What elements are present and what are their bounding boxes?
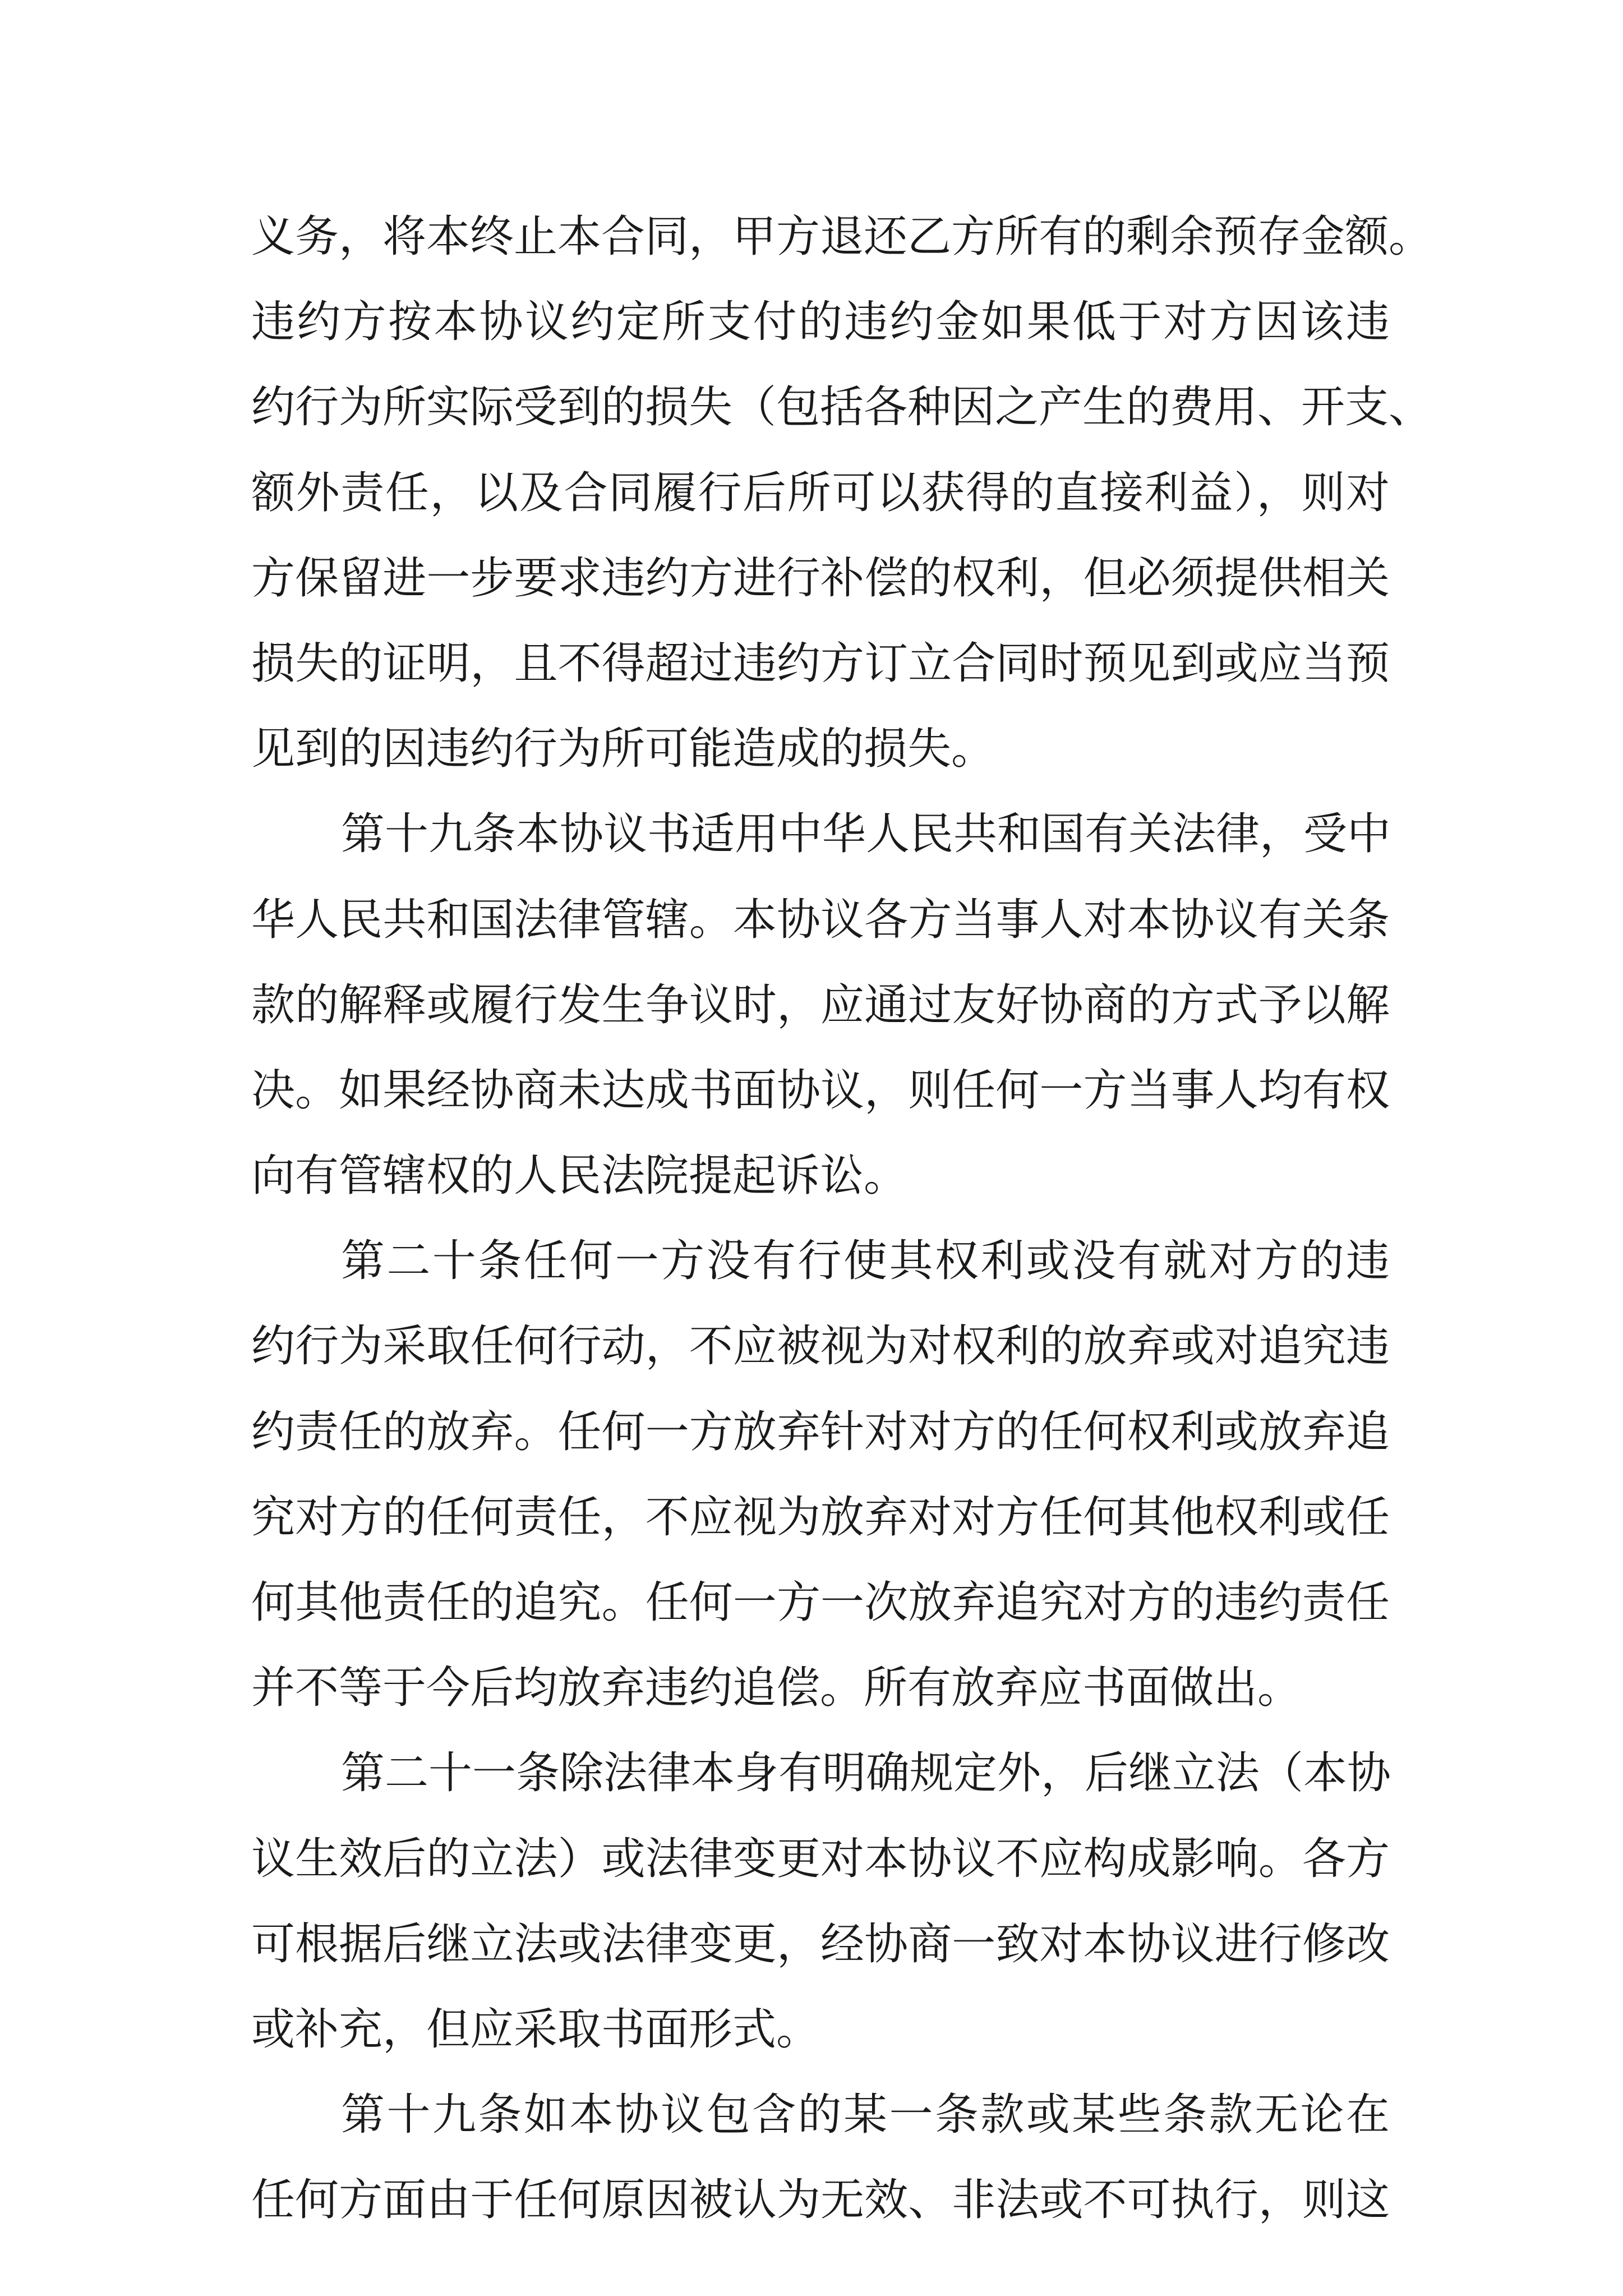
text-line: 损失的证明，且不得超过违约方订立合同时预见到或应当预	[251, 638, 1390, 689]
text-line: 见到的因违约行为所可能造成的损失。	[251, 724, 995, 775]
text-line: 决。如果经协商未达成书面协议，则任何一方当事人均有权	[251, 1065, 1390, 1116]
text-line: 华人民共和国法律管辖。本协议各方当事人对本协议有关条	[251, 894, 1390, 945]
text-line: 第二十一条除法律本身有明确规定外，后继立法（本协	[341, 1748, 1391, 1799]
text-line: 何其他责任的追究。任何一方一次放弃追究对方的违约责任	[251, 1577, 1390, 1628]
text-line: 款的解释或履行发生争议时，应通过友好协商的方式予以解	[251, 979, 1390, 1030]
text-line: 可根据后继立法或法律变更，经协商一致对本协议进行修改	[251, 1918, 1390, 1970]
text-line: 第二十条任何一方没有行使其权利或没有就对方的违	[341, 1236, 1390, 1287]
text-line: 额外责任，以及合同履行后所可以获得的直接利益），则对	[251, 467, 1390, 518]
text-line: 并不等于今后均放弃违约追偿。所有放弃应书面做出。	[251, 1663, 1302, 1714]
text-line: 议生效后的立法）或法律变更对本协议不应构成影响。各方	[251, 1833, 1390, 1884]
text-line: 方保留进一步要求违约方进行补偿的权利，但必须提供相关	[251, 553, 1390, 604]
text-line: 第十九条本协议书适用中华人民共和国有关法律，受中	[341, 809, 1391, 860]
text-line: 义务，将本终止本合同，甲方退还乙方所有的剩余预存金额。	[251, 211, 1433, 262]
text-line: 违约方按本协议约定所支付的违约金如果低于对方因该违	[251, 297, 1390, 348]
text-line: 或补充，但应采取书面形式。	[251, 2004, 820, 2055]
text-line: 约行为采取任何行动，不应被视为对权利的放弃或对追究违	[251, 1321, 1390, 1372]
text-line: 究对方的任何责任，不应视为放弃对对方任何其他权利或任	[251, 1492, 1390, 1543]
text-line: 约行为所实际受到的损失（包括各种因之产生的费用、开支、	[251, 382, 1433, 433]
text-line: 第十九条如本协议包含的某一条款或某些条款无论在	[341, 2090, 1390, 2141]
document-body	[251, 194, 1433, 2243]
text-line: 向有管辖权的人民法院提起诉讼。	[251, 1151, 908, 1202]
text-line: 约责任的放弃。任何一方放弃针对对方的任何权利或放弃追	[251, 1406, 1390, 1457]
text-line: 任何方面由于任何原因被认为无效、非法或不可执行，则这	[251, 2175, 1390, 2226]
